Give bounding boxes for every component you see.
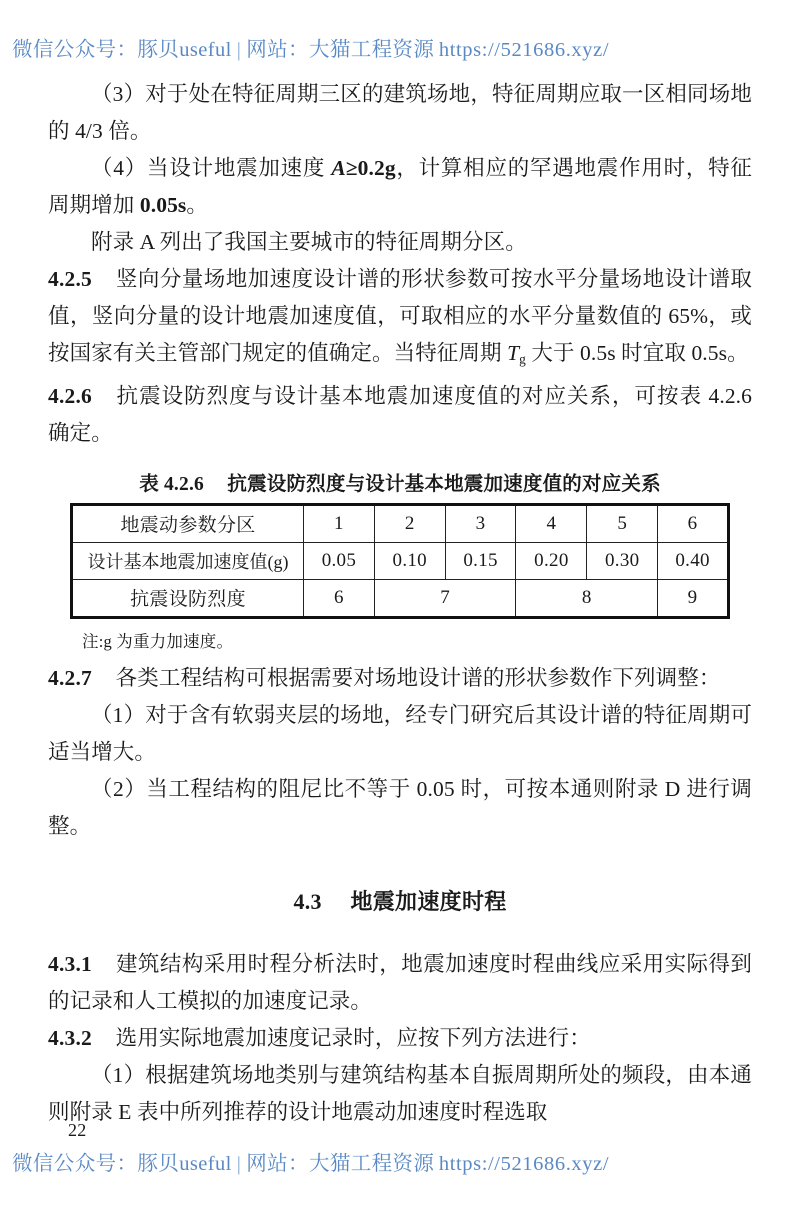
clause-4-3-1	[48, 946, 752, 1020]
table-cell: 9	[658, 579, 729, 617]
table-caption-number: 表 4.2.6	[139, 473, 204, 495]
clause-4-3-2-item-1-text: （1）根据建筑场地类别与建筑结构基本自振周期所处的频段，由本通则附录 E 表中所列推荐的设计地震动加速度时程选取	[48, 1062, 752, 1124]
watermark-separator: |	[236, 39, 242, 61]
table-caption-title: 抗震设防烈度与设计基本地震加速度值的对应关系	[227, 473, 661, 495]
clause-number-4-2-5: 4.2.5	[48, 267, 92, 291]
watermark-site-name: 大猫工程资源	[308, 39, 435, 61]
clause-number-4-3-2: 4.3.2	[48, 1025, 92, 1050]
document-page-content	[48, 76, 752, 1131]
clause-4-2-7-item-1	[48, 697, 752, 771]
row-header-acceleration: 设计基本地震加速度值(g)	[72, 542, 304, 579]
table-cell: 7	[374, 579, 516, 617]
table-cell: 1	[304, 504, 375, 542]
watermark-account-name: 豚贝useful	[137, 39, 232, 61]
paragraph-appendix-a	[48, 224, 752, 261]
paragraph-item-4-suffix: 。	[186, 193, 208, 217]
table-cell: 0.30	[587, 542, 658, 579]
clause-4-2-6	[48, 378, 752, 452]
watermark-site-label: 网站：	[246, 39, 309, 61]
watermark-footer	[0, 1146, 800, 1176]
clause-number-4-2-7: 4.2.7	[48, 665, 92, 690]
value-0-05s: 0.05s	[139, 193, 187, 217]
row-header-intensity: 抗震设防烈度	[72, 579, 304, 617]
watermark-wechat-label: 微信公众号：	[12, 39, 138, 61]
watermark-url[interactable]: https://521686.xyz/	[438, 1153, 610, 1175]
table-cell: 3	[445, 504, 516, 542]
clause-4-3-2-text: 选用实际地震加速度记录时，应按下列方法进行：	[115, 1025, 591, 1050]
paragraph-item-3-text: （3）对于处在特征周期三区的建筑场地，特征周期应取一区相同场地的 4/3 倍。	[48, 82, 752, 143]
table-cell: 6	[304, 579, 375, 617]
table-row	[72, 504, 729, 542]
section-title-4-3: 地震加速度时程	[350, 888, 507, 914]
clause-number-4-3-1: 4.3.1	[48, 951, 92, 976]
clause-4-2-6-text: 抗震设防烈度与设计基本地震加速度值的对应关系，可按表 4.2.6 确定。	[48, 383, 752, 445]
table-row	[72, 579, 729, 617]
clause-4-2-5-text-part1: 竖向分量场地加速度设计谱的形状参数可按水平分量场地设计谱取值，竖向分量的设计地震加速度值，可取相应的水平分量数值的 65%，或按国家有关主管部门规定的值确定。当特征周期	[48, 267, 752, 365]
table-cell: 0.05	[304, 542, 375, 579]
table-cell: 4	[516, 504, 587, 542]
section-heading-4-3	[48, 885, 752, 916]
variable-A: A	[331, 156, 346, 180]
table-cell: 0.10	[374, 542, 445, 579]
watermark-wechat-label: 微信公众号：	[12, 1153, 138, 1175]
clause-number-4-2-6: 4.2.6	[48, 383, 92, 408]
watermark-url[interactable]: https://521686.xyz/	[438, 39, 610, 61]
table-cell: 8	[516, 579, 658, 617]
table-cell: 0.20	[516, 542, 587, 579]
table-note: 注:g 为重力加速度。	[82, 631, 234, 651]
clause-4-2-7	[48, 660, 752, 697]
clause-4-2-7-item-2-text: （2）当工程结构的阻尼比不等于 0.05 时，可按本通则附录 D 进行调整。	[48, 776, 752, 838]
paragraph-item-4-prefix: （4）当设计地震加速度	[91, 156, 332, 180]
table-body	[72, 504, 729, 617]
table-cell: 0.15	[445, 542, 516, 579]
clause-4-2-7-item-1-text: （1）对于含有软弱夹层的场地，经专门研究后其设计谱的特征周期可适当增大。	[48, 702, 752, 764]
page-number: 22	[68, 1120, 87, 1140]
paragraph-appendix-a-text: 附录 A 列出了我国主要城市的特征周期分区。	[91, 230, 527, 254]
clause-4-2-7-text: 各类工程结构可根据需要对场地设计谱的形状参数作下列调整：	[115, 665, 721, 690]
clause-4-2-5	[48, 261, 752, 378]
paragraph-item-4-middle: ，计算相应的罕遇地震作用时，特征周期增加	[48, 156, 752, 217]
relation-ge-0-2g: ≥0.2g	[345, 156, 396, 180]
watermark-site-label: 网站：	[246, 1153, 309, 1175]
paragraph-item-3	[48, 76, 752, 150]
clause-4-2-7-item-2	[48, 771, 752, 845]
table-cell: 0.40	[658, 542, 729, 579]
watermark-separator: |	[236, 1153, 242, 1175]
table-caption	[48, 468, 752, 496]
clause-4-3-1-text: 建筑结构采用时程分析法时，地震加速度时程曲线应采用实际得到的记录和人工模拟的加速度记录。	[48, 951, 752, 1013]
watermark-site-name: 大猫工程资源	[308, 1153, 435, 1175]
row-header-zone: 地震动参数分区	[72, 504, 304, 542]
clause-4-2-5-text-part2: 大于 0.5s 时宜取 0.5s。	[525, 341, 749, 365]
table-cell: 2	[374, 504, 445, 542]
watermark-account-name: 豚贝useful	[137, 1153, 232, 1175]
variable-T-subscript: g	[519, 351, 526, 367]
watermark-header	[0, 32, 800, 62]
paragraph-item-4	[48, 150, 752, 224]
clause-4-3-2-item-1	[48, 1057, 752, 1131]
table-cell: 5	[587, 504, 658, 542]
section-number-4-3: 4.3	[293, 888, 322, 914]
table-row	[72, 542, 729, 579]
clause-4-3-2	[48, 1020, 752, 1057]
table-4-2-6	[70, 503, 730, 619]
table-cell: 6	[658, 504, 729, 542]
variable-T: T	[507, 341, 520, 365]
